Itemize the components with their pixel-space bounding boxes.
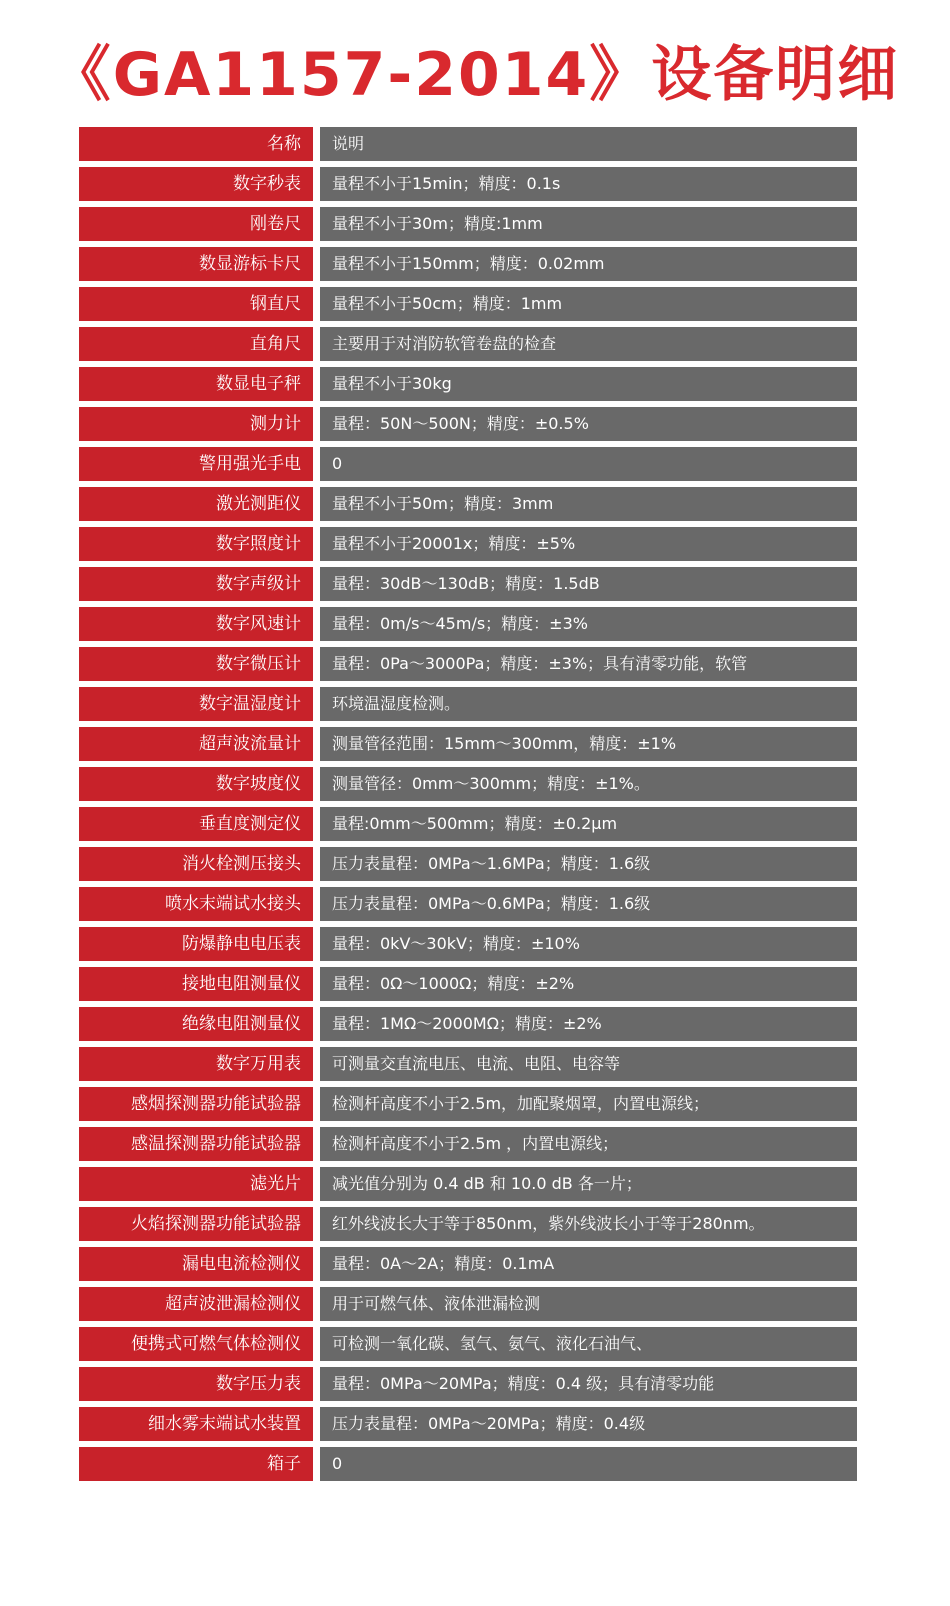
cell-divider (313, 367, 320, 401)
cell-divider (313, 767, 320, 801)
equipment-desc-cell: 减光值分别为 0.4 dB 和 10.0 dB 各一片； (320, 1167, 857, 1201)
equipment-name-cell: 数字照度计 (79, 527, 313, 561)
equipment-name-cell: 数字微压计 (79, 647, 313, 681)
table-row (79, 447, 857, 481)
cell-divider (313, 327, 320, 361)
equipment-desc-cell: 红外线波长大于等于850nm，紫外线波长小于等于280nm。 (320, 1207, 857, 1241)
table-row (79, 967, 857, 1001)
cell-divider (313, 647, 320, 681)
cell-divider (313, 1207, 320, 1241)
header-name-cell: 名称 (79, 127, 313, 161)
cell-divider (313, 967, 320, 1001)
cell-divider (313, 807, 320, 841)
cell-divider (313, 1087, 320, 1121)
table-row (79, 1287, 857, 1321)
equipment-name-cell: 垂直度测定仪 (79, 807, 313, 841)
equipment-name-cell: 滤光片 (79, 1167, 313, 1201)
equipment-desc-cell: 0 (320, 447, 857, 481)
cell-divider (313, 407, 320, 441)
cell-divider (313, 607, 320, 641)
cell-divider (313, 487, 320, 521)
table-row (79, 1247, 857, 1281)
table-row (79, 1167, 857, 1201)
equipment-desc-cell: 量程不小于30kg (320, 367, 857, 401)
cell-divider (313, 1167, 320, 1201)
equipment-name-cell: 数字声级计 (79, 567, 313, 601)
table-row (79, 487, 857, 521)
cell-divider (313, 687, 320, 721)
page-title: 《GA1157-2014》设备明细 (50, 40, 900, 110)
equipment-desc-cell: 用于可燃气体、液体泄漏检测 (320, 1287, 857, 1321)
table-row (79, 567, 857, 601)
equipment-desc-cell: 检测杆高度不小于2.5m ，内置电源线； (320, 1127, 857, 1161)
equipment-desc-cell: 量程不小于30m；精度:1mm (320, 207, 857, 241)
cell-divider (313, 207, 320, 241)
cell-divider (313, 127, 320, 161)
equipment-name-cell: 数显游标卡尺 (79, 247, 313, 281)
table-row (79, 1047, 857, 1081)
equipment-name-cell: 细水雾末端试水装置 (79, 1407, 313, 1441)
equipment-desc-cell: 量程不小于150mm；精度：0.02mm (320, 247, 857, 281)
equipment-name-cell: 警用强光手电 (79, 447, 313, 481)
equipment-desc-cell: 量程：0Pa～3000Pa；精度：±3%；具有清零功能，软管 (320, 647, 857, 681)
equipment-desc-cell: 0 (320, 1447, 857, 1481)
table-row (79, 287, 857, 321)
cell-divider (313, 287, 320, 321)
equipment-desc-cell: 量程：50N～500N；精度：±0.5% (320, 407, 857, 441)
equipment-name-cell: 绝缘电阻测量仪 (79, 1007, 313, 1041)
equipment-table (79, 127, 857, 1487)
table-header-row (79, 127, 857, 161)
table-row (79, 687, 857, 721)
table-row (79, 1007, 857, 1041)
table-row (79, 327, 857, 361)
cell-divider (313, 887, 320, 921)
equipment-desc-cell: 量程不小于15min；精度：0.1s (320, 167, 857, 201)
table-row (79, 767, 857, 801)
cell-divider (313, 1007, 320, 1041)
table-row (79, 647, 857, 681)
equipment-name-cell: 便携式可燃气体检测仪 (79, 1327, 313, 1361)
equipment-name-cell: 数字秒表 (79, 167, 313, 201)
table-row (79, 1207, 857, 1241)
equipment-desc-cell: 压力表量程：0MPa～20MPa；精度：0.4级 (320, 1407, 857, 1441)
equipment-name-cell: 超声波流量计 (79, 727, 313, 761)
cell-divider (313, 1287, 320, 1321)
equipment-name-cell: 钢直尺 (79, 287, 313, 321)
equipment-desc-cell: 可检测一氧化碳、氢气、氨气、液化石油气、 (320, 1327, 857, 1361)
equipment-name-cell: 数显电子秤 (79, 367, 313, 401)
cell-divider (313, 1047, 320, 1081)
table-row (79, 167, 857, 201)
cell-divider (313, 1447, 320, 1481)
equipment-name-cell: 漏电电流检测仪 (79, 1247, 313, 1281)
cell-divider (313, 527, 320, 561)
equipment-name-cell: 喷水末端试水接头 (79, 887, 313, 921)
equipment-desc-cell: 可测量交直流电压、电流、电阻、电容等 (320, 1047, 857, 1081)
cell-divider (313, 247, 320, 281)
table-row (79, 607, 857, 641)
table-row (79, 1367, 857, 1401)
equipment-name-cell: 测力计 (79, 407, 313, 441)
equipment-name-cell: 防爆静电电压表 (79, 927, 313, 961)
equipment-desc-cell: 量程：0A～2A；精度：0.1mA (320, 1247, 857, 1281)
cell-divider (313, 847, 320, 881)
table-row (79, 527, 857, 561)
table-row (79, 367, 857, 401)
equipment-name-cell: 数字风速计 (79, 607, 313, 641)
table-row (79, 927, 857, 961)
equipment-name-cell: 消火栓测压接头 (79, 847, 313, 881)
equipment-desc-cell: 量程不小于20001x；精度：±5% (320, 527, 857, 561)
cell-divider (313, 1367, 320, 1401)
equipment-desc-cell: 环境温湿度检测。 (320, 687, 857, 721)
equipment-name-cell: 数字万用表 (79, 1047, 313, 1081)
table-row (79, 727, 857, 761)
equipment-name-cell: 感温探测器功能试验器 (79, 1127, 313, 1161)
equipment-desc-cell: 测量管径：0mm～300mm；精度：±1%。 (320, 767, 857, 801)
equipment-desc-cell: 检测杆高度不小于2.5m，加配聚烟罩，内置电源线； (320, 1087, 857, 1121)
cell-divider (313, 727, 320, 761)
table-row (79, 1327, 857, 1361)
equipment-name-cell: 接地电阻测量仪 (79, 967, 313, 1001)
table-row (79, 407, 857, 441)
equipment-name-cell: 直角尺 (79, 327, 313, 361)
equipment-desc-cell: 量程不小于50cm；精度：1mm (320, 287, 857, 321)
equipment-desc-cell: 量程：0Ω～1000Ω；精度：±2% (320, 967, 857, 1001)
equipment-name-cell: 感烟探测器功能试验器 (79, 1087, 313, 1121)
cell-divider (313, 447, 320, 481)
equipment-desc-cell: 量程:0mm～500mm；精度：±0.2μm (320, 807, 857, 841)
equipment-name-cell: 刚卷尺 (79, 207, 313, 241)
equipment-desc-cell: 量程：0kV～30kV；精度：±10% (320, 927, 857, 961)
cell-divider (313, 1127, 320, 1161)
equipment-desc-cell: 量程：0MPa～20MPa；精度：0.4 级；具有清零功能 (320, 1367, 857, 1401)
equipment-name-cell: 数字压力表 (79, 1367, 313, 1401)
table-row (79, 847, 857, 881)
cell-divider (313, 1407, 320, 1441)
equipment-desc-cell: 压力表量程：0MPa～1.6MPa；精度：1.6级 (320, 847, 857, 881)
equipment-name-cell: 火焰探测器功能试验器 (79, 1207, 313, 1241)
table-row (79, 1447, 857, 1481)
equipment-desc-cell: 压力表量程：0MPa～0.6MPa；精度：1.6级 (320, 887, 857, 921)
equipment-desc-cell: 主要用于对消防软管卷盘的检查 (320, 327, 857, 361)
equipment-desc-cell: 量程：1MΩ～2000MΩ；精度：±2% (320, 1007, 857, 1041)
equipment-name-cell: 数字坡度仪 (79, 767, 313, 801)
table-row (79, 887, 857, 921)
table-row (79, 247, 857, 281)
table-row (79, 1087, 857, 1121)
cell-divider (313, 567, 320, 601)
header-desc-cell: 说明 (320, 127, 857, 161)
equipment-name-cell: 箱子 (79, 1447, 313, 1481)
cell-divider (313, 927, 320, 961)
equipment-desc-cell: 量程：30dB～130dB；精度：1.5dB (320, 567, 857, 601)
table-row (79, 1407, 857, 1441)
equipment-desc-cell: 量程不小于50m；精度：3mm (320, 487, 857, 521)
table-row (79, 1127, 857, 1161)
equipment-name-cell: 激光测距仪 (79, 487, 313, 521)
cell-divider (313, 167, 320, 201)
table-row (79, 807, 857, 841)
equipment-name-cell: 数字温湿度计 (79, 687, 313, 721)
cell-divider (313, 1327, 320, 1361)
cell-divider (313, 1247, 320, 1281)
equipment-desc-cell: 测量管径范围：15mm～300mm，精度：±1% (320, 727, 857, 761)
equipment-desc-cell: 量程：0m/s～45m/s；精度：±3% (320, 607, 857, 641)
equipment-name-cell: 超声波泄漏检测仪 (79, 1287, 313, 1321)
table-row (79, 207, 857, 241)
